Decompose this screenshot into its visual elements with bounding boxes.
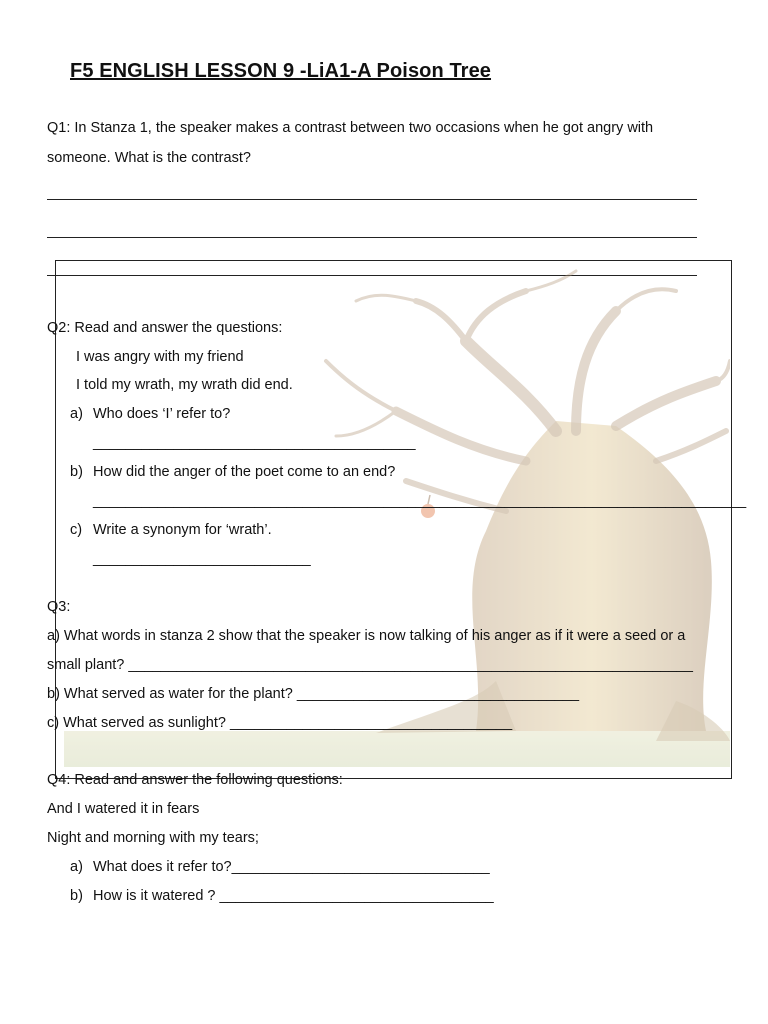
q1-answer-line-2[interactable]	[47, 237, 697, 238]
q3-a-line-1: a) What words in stanza 2 show that the speaker is now talking of his anger as if it were a seed or a	[47, 628, 686, 644]
q2-b-question: How did the anger of the poet come to an end?	[93, 464, 396, 480]
q2-b-marker: b)	[70, 464, 83, 480]
q4-b-question[interactable]: How is it watered ? __________________________________	[93, 888, 494, 904]
q2-quote-line-1: I was angry with my friend	[76, 349, 244, 365]
q2-c-marker: c)	[70, 522, 83, 538]
q4-quote-line-2: Night and morning with my tears;	[47, 830, 259, 846]
q4-b-marker: b)	[70, 888, 83, 904]
q2-c-answer-blank[interactable]: ___________________________	[93, 551, 311, 567]
q1-line-1: Q1: In Stanza 1, the speaker makes a contrast between two occasions when he got angry with	[47, 120, 654, 136]
q2-c-question: Write a synonym for ‘wrath’.	[93, 522, 272, 538]
q3-b-line[interactable]: b) What served as water for the plant? ___________________________________	[47, 686, 580, 702]
q3-a-line-2[interactable]: small plant? ______________________________________________________________________	[47, 657, 693, 673]
q2-b-answer-blank[interactable]: _________________________________________________________________________________	[93, 493, 747, 509]
q4-a-question[interactable]: What does it refer to?________________________________	[93, 859, 490, 875]
q2-a-marker: a)	[70, 406, 83, 422]
q1-answer-line-1[interactable]	[47, 199, 697, 200]
q2-a-answer-blank[interactable]: ________________________________________	[93, 435, 416, 451]
q2-heading: Q2: Read and answer the questions:	[47, 320, 283, 336]
q3-heading: Q3:	[47, 599, 71, 615]
q1-line-2: someone. What is the contrast?	[47, 150, 251, 166]
q3-c-line[interactable]: c) What served as sunlight? ___________________________________	[47, 715, 513, 731]
q4-quote-line-1: And I watered it in fears	[47, 801, 200, 817]
q4-heading: Q4: Read and answer the following questions:	[47, 772, 343, 788]
q2-a-question: Who does ‘I’ refer to?	[93, 406, 231, 422]
q4-a-marker: a)	[70, 859, 83, 875]
page-title: F5 ENGLISH LESSON 9 -LiA1-A Poison Tree	[70, 60, 492, 82]
q2-quote-line-2: I told my wrath, my wrath did end.	[76, 377, 293, 393]
